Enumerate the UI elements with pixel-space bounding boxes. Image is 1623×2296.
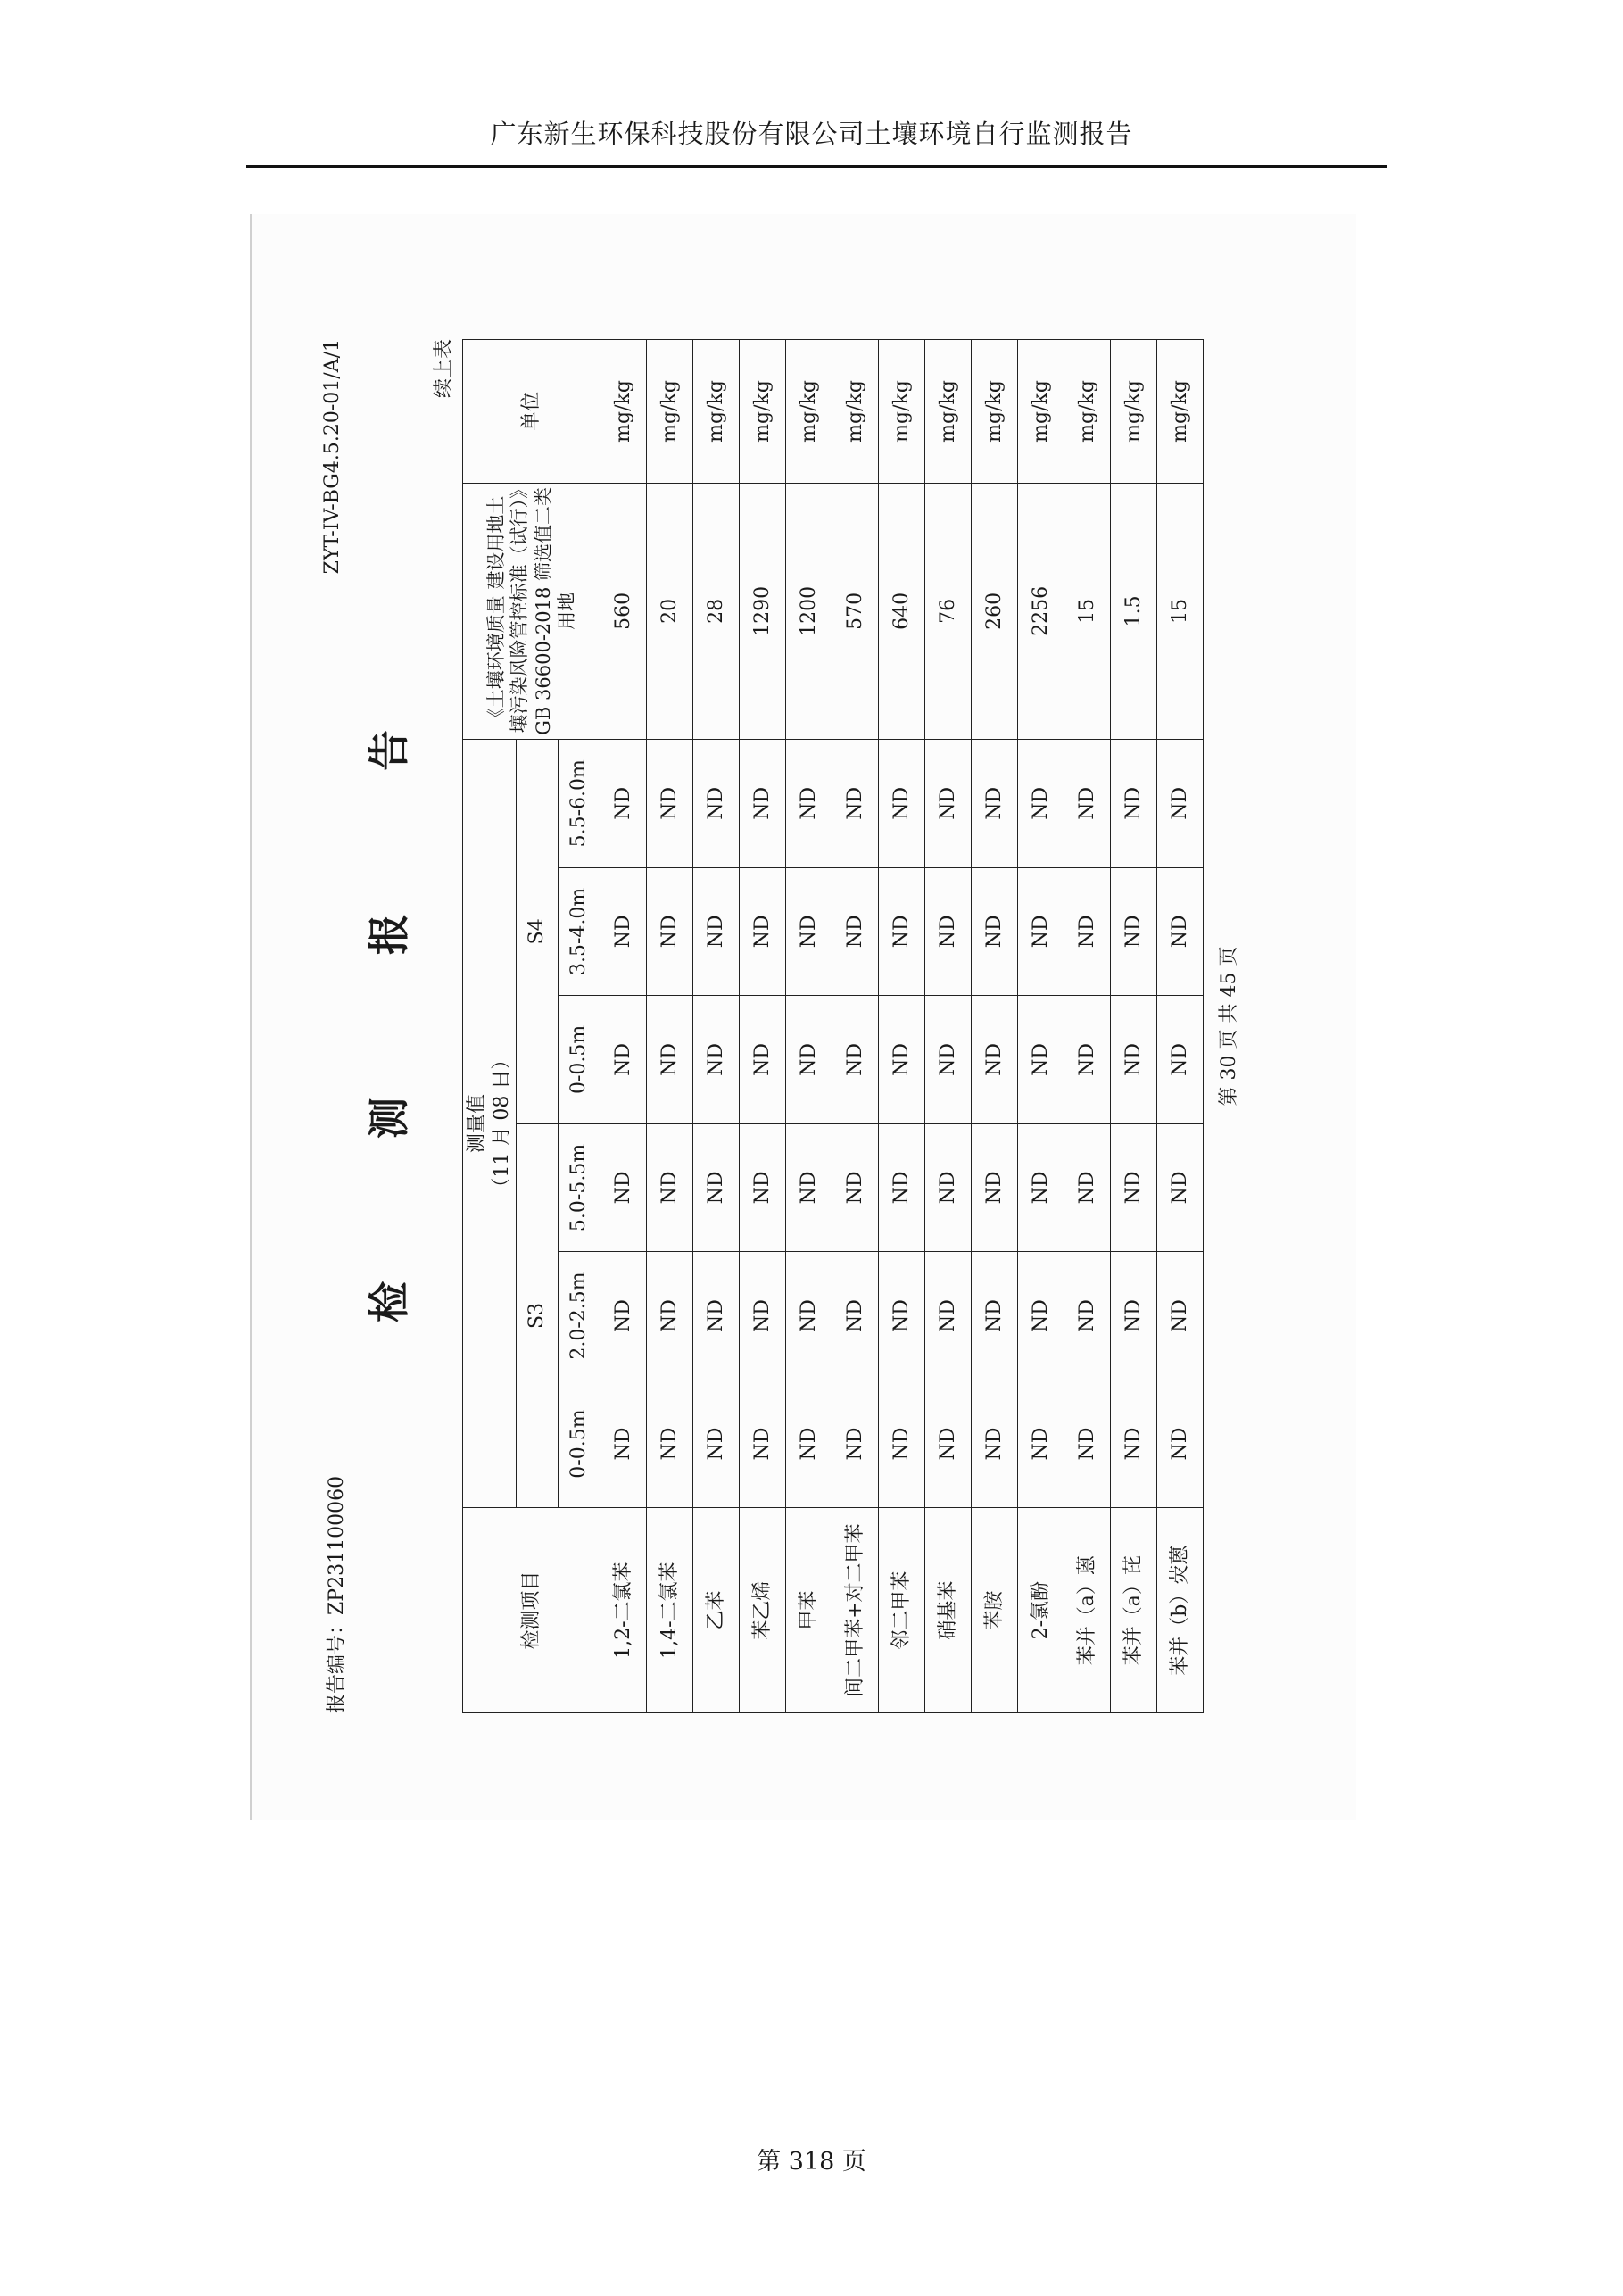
title-char: 报 (365, 914, 413, 955)
header-item: 检测项目 (463, 1508, 600, 1713)
table-row (693, 340, 740, 1713)
table-row (1111, 340, 1157, 1713)
item-cell: 苯并（a）芘 (1111, 1508, 1157, 1713)
header-depth: 0-0.5m (559, 1380, 600, 1508)
scan-edge (250, 214, 252, 1820)
value-cell: ND (647, 867, 693, 996)
value-cell: ND (1157, 867, 1204, 996)
value-cell: ND (879, 867, 925, 996)
table-row (600, 340, 647, 1713)
table-row (879, 340, 925, 1713)
value-cell: ND (1064, 996, 1111, 1124)
standard-cell: 76 (925, 483, 972, 739)
value-cell: ND (1064, 1252, 1111, 1380)
value-cell: ND (925, 867, 972, 996)
value-cell: ND (1018, 1380, 1064, 1508)
standard-cell: 260 (972, 483, 1018, 739)
page-header-title: 广东新生环保科技股份有限公司土壤环境自行监测报告 (490, 119, 1133, 149)
value-cell: ND (832, 739, 879, 867)
unit-cell: mg/kg (740, 340, 786, 484)
table-row (786, 340, 832, 1713)
table-row (1064, 340, 1111, 1713)
inner-page-number: 第 30 页 共 45 页 (1218, 946, 1240, 1107)
value-cell: ND (600, 1252, 647, 1380)
value-cell: ND (647, 1123, 693, 1252)
value-cell: ND (879, 739, 925, 867)
item-cell: 间二甲苯+对二甲苯 (832, 1508, 879, 1713)
unit-cell: mg/kg (1157, 340, 1204, 484)
value-cell: ND (1111, 739, 1157, 867)
value-cell: ND (1157, 1123, 1204, 1252)
value-cell: ND (879, 1380, 925, 1508)
value-cell: ND (693, 996, 740, 1124)
item-cell: 1,2-二氯苯 (600, 1508, 647, 1713)
standard-cell: 560 (600, 483, 647, 739)
value-cell: ND (740, 1380, 786, 1508)
item-cell: 苯并（a）蒽 (1064, 1508, 1111, 1713)
value-cell: ND (1157, 996, 1204, 1124)
unit-cell: mg/kg (786, 340, 832, 484)
table-row (647, 340, 693, 1713)
value-cell: ND (1157, 1380, 1204, 1508)
item-cell: 苯乙烯 (740, 1508, 786, 1713)
value-cell: ND (879, 996, 925, 1124)
value-cell: ND (786, 1252, 832, 1380)
unit-cell: mg/kg (1111, 340, 1157, 484)
value-cell: ND (972, 739, 1018, 867)
value-cell: ND (1018, 1123, 1064, 1252)
header-site-s3: S3 (517, 1123, 559, 1508)
value-cell: ND (1111, 1380, 1157, 1508)
table-row (740, 340, 786, 1713)
standard-cell: 28 (693, 483, 740, 739)
value-cell: ND (1157, 1252, 1204, 1380)
value-cell: ND (925, 1252, 972, 1380)
standard-cell: 1.5 (1111, 483, 1157, 739)
value-cell: ND (1111, 1252, 1157, 1380)
value-cell: ND (879, 1252, 925, 1380)
value-cell: ND (925, 1123, 972, 1252)
value-cell: ND (740, 1123, 786, 1252)
unit-cell: mg/kg (693, 340, 740, 484)
value-cell: ND (600, 1380, 647, 1508)
form-code: ZYT-IV-BG4.5.20-01/A/1 (321, 339, 344, 575)
table-body (600, 340, 1204, 1713)
header-depth: 5.0-5.5m (559, 1123, 600, 1252)
value-cell: ND (600, 739, 647, 867)
value-cell: ND (786, 739, 832, 867)
value-cell: ND (647, 739, 693, 867)
unit-cell: mg/kg (1018, 340, 1064, 484)
unit-cell: mg/kg (647, 340, 693, 484)
value-cell: ND (1111, 996, 1157, 1124)
header-measured-date: （11 月 08 日） (490, 1049, 513, 1198)
standard-cell: 15 (1064, 483, 1111, 739)
title-char: 告 (365, 730, 413, 771)
value-cell: ND (879, 1123, 925, 1252)
value-cell: ND (925, 1380, 972, 1508)
value-cell: ND (740, 1252, 786, 1380)
unit-cell: mg/kg (1064, 340, 1111, 484)
report-number: 报告编号：ZP231100060 (326, 1475, 348, 1713)
standard-cell: 1200 (786, 483, 832, 739)
item-cell: 苯并（b）荧蒽 (1157, 1508, 1204, 1713)
value-cell: ND (832, 1380, 879, 1508)
title-char: 检 (365, 1281, 413, 1322)
value-cell: ND (647, 1380, 693, 1508)
value-cell: ND (647, 996, 693, 1124)
value-cell: ND (1064, 1380, 1111, 1508)
header-depth: 5.5-6.0m (559, 739, 600, 867)
header-rule (246, 165, 1387, 168)
value-cell: ND (972, 996, 1018, 1124)
value-cell: ND (600, 996, 647, 1124)
header-depth: 3.5-4.0m (559, 867, 600, 996)
unit-cell: mg/kg (925, 340, 972, 484)
table-row (925, 340, 972, 1713)
header-measured-label: 测量值 (466, 1094, 488, 1154)
value-cell: ND (693, 867, 740, 996)
table-row (972, 340, 1018, 1713)
unit-cell: mg/kg (972, 340, 1018, 484)
header-site-s4: S4 (517, 739, 559, 1123)
value-cell: ND (925, 739, 972, 867)
standard-cell: 2256 (1018, 483, 1064, 739)
value-cell: ND (1064, 1123, 1111, 1252)
value-cell: ND (693, 1123, 740, 1252)
header-depth: 2.0-2.5m (559, 1252, 600, 1380)
value-cell: ND (972, 1252, 1018, 1380)
standard-cell: 570 (832, 483, 879, 739)
value-cell: ND (972, 1123, 1018, 1252)
value-cell: ND (1064, 739, 1111, 867)
value-cell: ND (600, 1123, 647, 1252)
unit-cell: mg/kg (600, 340, 647, 484)
standard-cell: 20 (647, 483, 693, 739)
value-cell: ND (786, 1123, 832, 1252)
unit-cell: mg/kg (879, 340, 925, 484)
value-cell: ND (1018, 996, 1064, 1124)
value-cell: ND (832, 1252, 879, 1380)
value-cell: ND (600, 867, 647, 996)
item-cell: 苯胺 (972, 1508, 1018, 1713)
value-cell: ND (740, 996, 786, 1124)
item-cell: 1,4-二氯苯 (647, 1508, 693, 1713)
report-title (357, 330, 416, 1722)
header-measured (463, 739, 517, 1507)
value-cell: ND (832, 867, 879, 996)
standard-cell: 640 (879, 483, 925, 739)
item-cell: 2-氯酚 (1018, 1508, 1064, 1713)
header-standard: 《土壤环境质量 建设用地土壤污染风险管控标准（试行）》GB 36600-2018 筛选值二类用地 (463, 483, 600, 739)
table-row (1018, 340, 1064, 1713)
rotated-report (321, 330, 1267, 1722)
table-row (1157, 340, 1204, 1713)
value-cell: ND (925, 996, 972, 1124)
value-cell: ND (832, 996, 879, 1124)
standard-cell: 15 (1157, 483, 1204, 739)
standard-cell: 1290 (740, 483, 786, 739)
value-cell: ND (972, 867, 1018, 996)
item-cell: 乙苯 (693, 1508, 740, 1713)
value-cell: ND (786, 1380, 832, 1508)
results-table (462, 339, 1204, 1713)
header-unit: 单位 (463, 340, 600, 484)
continued-label: 续上表 (433, 339, 455, 399)
value-cell: ND (972, 1380, 1018, 1508)
value-cell: ND (740, 739, 786, 867)
value-cell: ND (1157, 739, 1204, 867)
value-cell: ND (786, 996, 832, 1124)
item-cell: 邻二甲苯 (879, 1508, 925, 1713)
value-cell: ND (1111, 867, 1157, 996)
value-cell: ND (647, 1252, 693, 1380)
value-cell: ND (740, 867, 786, 996)
value-cell: ND (693, 739, 740, 867)
value-cell: ND (693, 1380, 740, 1508)
item-cell: 硝基苯 (925, 1508, 972, 1713)
item-cell: 甲苯 (786, 1508, 832, 1713)
page-footer-number: 第 318 页 (757, 2148, 866, 2176)
unit-cell: mg/kg (832, 340, 879, 484)
table-row (832, 340, 879, 1713)
value-cell: ND (1111, 1123, 1157, 1252)
value-cell: ND (786, 867, 832, 996)
header-depth: 0-0.5m (559, 996, 600, 1124)
value-cell: ND (1018, 739, 1064, 867)
value-cell: ND (1064, 867, 1111, 996)
value-cell: ND (693, 1252, 740, 1380)
value-cell: ND (1018, 1252, 1064, 1380)
value-cell: ND (1018, 867, 1064, 996)
value-cell: ND (832, 1123, 879, 1252)
title-char: 测 (365, 1098, 413, 1139)
